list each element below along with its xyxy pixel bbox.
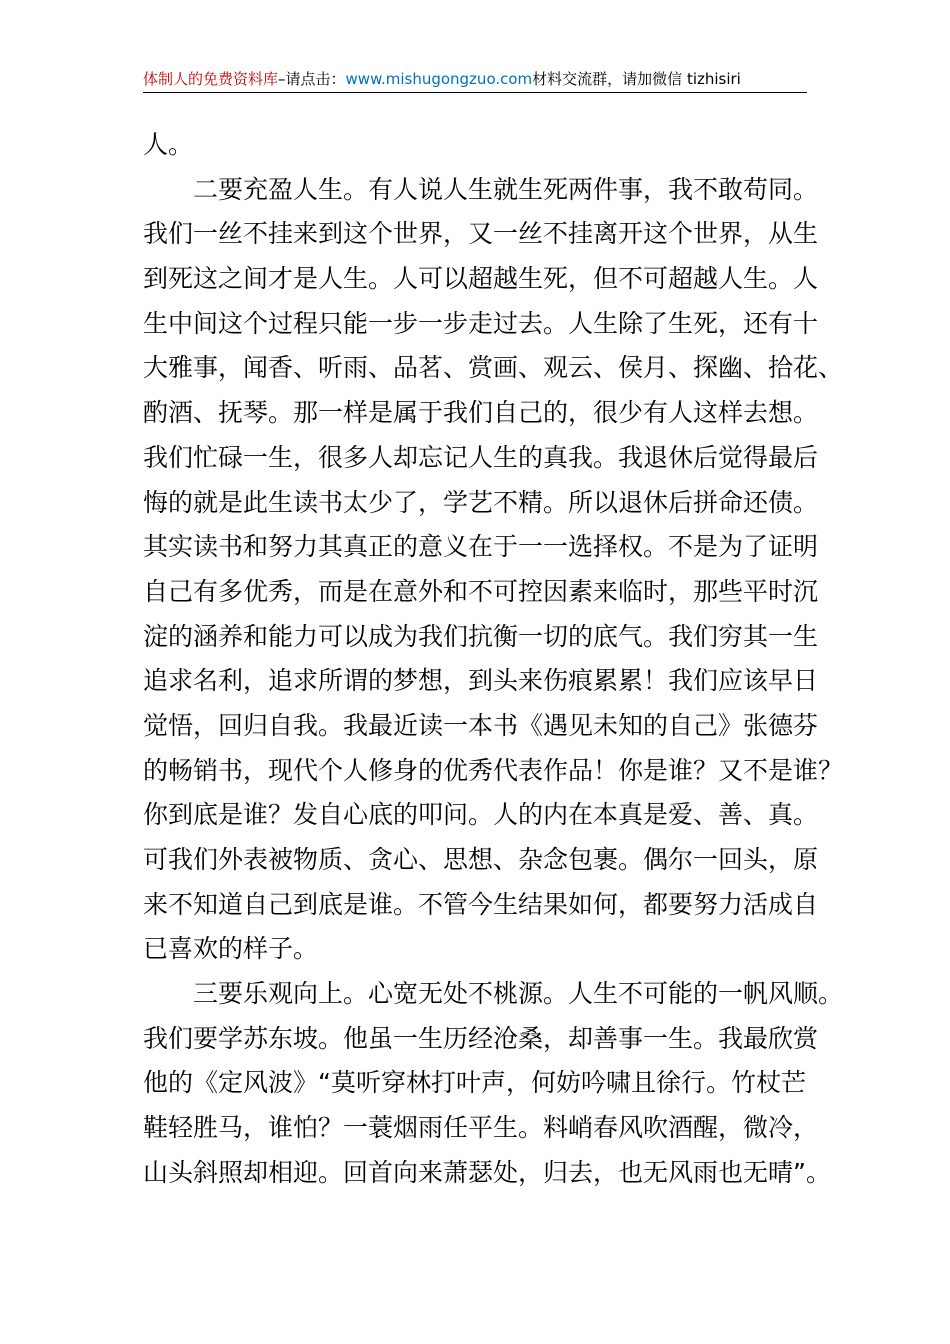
document-body xyxy=(143,123,844,1196)
header-website-link[interactable]: www.mishugongzuo.com xyxy=(345,70,533,88)
text-line: 追求名利，追求所谓的梦想，到头来伤痕累累！我们应该早日 xyxy=(143,666,819,696)
text-line: 其实读书和努力其真正的意义在于一一选择权。不是为了证明 xyxy=(143,532,819,562)
text-line: 来不知道自己到底是谁。不管今生结果如何，都要努力活成自 xyxy=(143,889,819,919)
text-line: 二要充盈人生。有人说人生就生死两件事，我不敢苟同。 xyxy=(193,174,819,204)
page-header xyxy=(143,66,807,93)
header-brand: 体制人的免费资料库 xyxy=(143,70,279,88)
text-line: 大雅事，闻香、听雨、品茗、赏画、观云、侯月、探幽、拾花、 xyxy=(143,353,844,383)
text-line: 三要乐观向上。心宽无处不桃源。人生不可能的一帆风顺。 xyxy=(193,979,844,1009)
text-line: 酌酒、抚琴。那一样是属于我们自己的，很少有人这样去想。 xyxy=(143,398,819,428)
text-line: 我们要学苏东坡。他虽一生历经沧桑，却善事一生。我最欣赏 xyxy=(143,1023,819,1053)
text-line: 淀的涵养和能力可以成为我们抗衡一切的底气。我们穷其一生 xyxy=(143,621,819,651)
text-line: 悔的就是此生读书太少了，学艺不精。所以退休后拼命还债。 xyxy=(143,487,819,517)
paragraph xyxy=(143,168,844,972)
text-line: 我们一丝不挂来到这个世界，又一丝不挂离开这个世界，从生 xyxy=(143,219,819,249)
text-line: 生中间这个过程只能一步一步走过去。人生除了生死，还有十 xyxy=(143,308,819,338)
text-line: 已喜欢的样子。 xyxy=(143,934,319,964)
text-line: 觉悟，回归自我。我最近读一本书《遇见未知的自己》张德芬 xyxy=(143,710,819,740)
paragraph xyxy=(143,123,823,168)
text-line: 鞋轻胜马，谁怕？一蓑烟雨任平生。料峭春风吹酒醒，微冷， xyxy=(143,1113,819,1143)
header-prompt: –请点击： xyxy=(278,70,346,88)
text-line: 我们忙碌一生，很多人却忘记人生的真我。我退休后觉得最后 xyxy=(143,442,819,472)
text-line: 你到底是谁？发自心底的叩问。人的内在本真是爱、善、真。 xyxy=(143,800,819,830)
text-line: 的畅销书，现代个人修身的优秀代表作品！你是谁？又不是谁？ xyxy=(143,755,844,785)
header-wechat-note: 材料交流群，请加微信 tizhisiri xyxy=(532,70,741,88)
text-line: 他的《定风波》“莫听穿林打叶声，何妨吟啸且徐行。竹杖芒 xyxy=(143,1068,806,1098)
text-line: 到死这之间才是人生。人可以超越生死，但不可超越人生。人 xyxy=(143,264,819,294)
text-line: 自己有多优秀，而是在意外和不可控因素来临时，那些平时沉 xyxy=(143,576,819,606)
text-line: 山头斜照却相迎。回首向来萧瑟处，归去，也无风雨也无晴”。 xyxy=(143,1157,831,1187)
text-line: 可我们外表被物质、贪心、思想、杂念包裹。偶尔一回头，原 xyxy=(143,845,819,874)
paragraph xyxy=(143,972,844,1195)
text-line: 人。 xyxy=(143,130,194,159)
